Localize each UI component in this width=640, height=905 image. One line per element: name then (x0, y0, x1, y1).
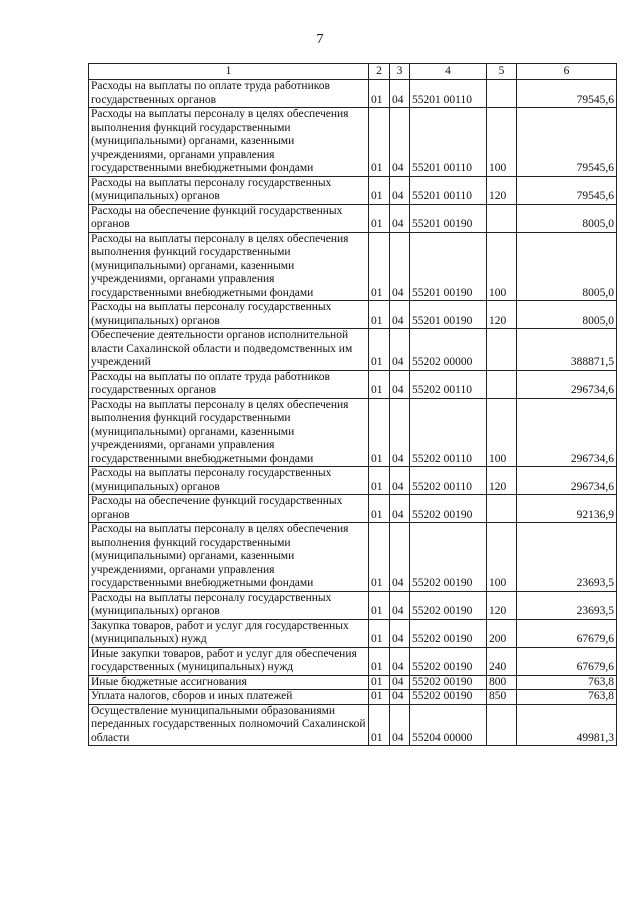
expense-type-cell: 120 (487, 591, 517, 619)
expense-type-cell (487, 329, 517, 371)
table-row (89, 232, 617, 301)
name-cell: Иные бюджетные ассигнования (89, 675, 369, 690)
amount-cell: 296734,6 (517, 398, 617, 467)
name-cell: Расходы на выплаты персоналу в целях обеспечения выполнения функций государственными (муниципальными) органами, казенными учреждениями, органами управления государственными внебюджетными фондами (89, 398, 369, 467)
subsection-code-cell: 04 (390, 690, 410, 705)
amount-cell: 763,8 (517, 690, 617, 705)
target-article-cell: 55202 00190 (410, 675, 487, 690)
target-article-cell: 55202 00190 (410, 591, 487, 619)
expense-type-cell: 200 (487, 619, 517, 647)
section-code-cell: 01 (369, 647, 390, 675)
table-row (89, 523, 617, 592)
section-code-cell: 01 (369, 495, 390, 523)
target-article-cell: 55201 00110 (410, 80, 487, 108)
header-cell: 1 (89, 64, 369, 80)
expense-type-cell (487, 495, 517, 523)
section-code-cell: 01 (369, 301, 390, 329)
table-row (89, 204, 617, 232)
table-row (89, 675, 617, 690)
table-row (89, 301, 617, 329)
section-code-cell: 01 (369, 176, 390, 204)
name-cell: Расходы на выплаты персоналу государственных (муниципальных) органов (89, 301, 369, 329)
section-code-cell: 01 (369, 108, 390, 177)
name-cell: Расходы на выплаты по оплате труда работников государственных органов (89, 370, 369, 398)
header-cell: 4 (410, 64, 487, 80)
amount-cell: 296734,6 (517, 370, 617, 398)
expense-type-cell: 240 (487, 647, 517, 675)
subsection-code-cell: 04 (390, 204, 410, 232)
subsection-code-cell: 04 (390, 232, 410, 301)
name-cell: Уплата налогов, сборов и иных платежей (89, 690, 369, 705)
section-code-cell: 01 (369, 619, 390, 647)
target-article-cell: 55204 00000 (410, 704, 487, 746)
amount-cell: 49981,3 (517, 704, 617, 746)
amount-cell: 67679,6 (517, 619, 617, 647)
table-row (89, 467, 617, 495)
amount-cell: 388871,5 (517, 329, 617, 371)
name-cell: Расходы на выплаты по оплате труда работников государственных органов (89, 80, 369, 108)
header-cell: 5 (487, 64, 517, 80)
name-cell: Расходы на обеспечение функций государственных органов (89, 495, 369, 523)
section-code-cell: 01 (369, 370, 390, 398)
header-cell: 2 (369, 64, 390, 80)
target-article-cell: 55201 00110 (410, 108, 487, 177)
subsection-code-cell: 04 (390, 619, 410, 647)
expense-type-cell: 100 (487, 232, 517, 301)
expense-type-cell (487, 370, 517, 398)
subsection-code-cell: 04 (390, 329, 410, 371)
section-code-cell: 01 (369, 675, 390, 690)
table-row (89, 619, 617, 647)
subsection-code-cell: 04 (390, 108, 410, 177)
expense-type-cell: 120 (487, 176, 517, 204)
section-code-cell: 01 (369, 329, 390, 371)
header-cell: 3 (390, 64, 410, 80)
expense-type-cell: 100 (487, 108, 517, 177)
header-row (89, 64, 617, 80)
amount-cell: 8005,0 (517, 232, 617, 301)
header-cell: 6 (517, 64, 617, 80)
subsection-code-cell: 04 (390, 370, 410, 398)
target-article-cell: 55202 00110 (410, 467, 487, 495)
table-row (89, 704, 617, 746)
target-article-cell: 55202 00190 (410, 647, 487, 675)
amount-cell: 79545,6 (517, 176, 617, 204)
table-row (89, 647, 617, 675)
page-number: 7 (316, 32, 324, 47)
amount-cell: 79545,6 (517, 108, 617, 177)
amount-cell: 8005,0 (517, 301, 617, 329)
table-row (89, 176, 617, 204)
target-article-cell: 55202 00000 (410, 329, 487, 371)
target-article-cell: 55201 00190 (410, 232, 487, 301)
subsection-code-cell: 04 (390, 647, 410, 675)
section-code-cell: 01 (369, 690, 390, 705)
section-code-cell: 01 (369, 80, 390, 108)
section-code-cell: 01 (369, 232, 390, 301)
section-code-cell: 01 (369, 398, 390, 467)
budget-table (88, 63, 617, 746)
target-article-cell: 55202 00110 (410, 398, 487, 467)
amount-cell: 296734,6 (517, 467, 617, 495)
subsection-code-cell: 04 (390, 176, 410, 204)
name-cell: Осуществление муниципальными образованиями переданных государственных полномочий Сахалинской области (89, 704, 369, 746)
expense-type-cell: 120 (487, 301, 517, 329)
amount-cell: 23693,5 (517, 591, 617, 619)
expense-type-cell (487, 80, 517, 108)
table-row (89, 495, 617, 523)
table-row (89, 108, 617, 177)
expense-type-cell: 850 (487, 690, 517, 705)
subsection-code-cell: 04 (390, 523, 410, 592)
name-cell: Расходы на обеспечение функций государственных органов (89, 204, 369, 232)
amount-cell: 8005,0 (517, 204, 617, 232)
target-article-cell: 55201 00190 (410, 204, 487, 232)
expense-type-cell: 120 (487, 467, 517, 495)
target-article-cell: 55202 00190 (410, 619, 487, 647)
name-cell: Расходы на выплаты персоналу государственных (муниципальных) органов (89, 176, 369, 204)
subsection-code-cell: 04 (390, 675, 410, 690)
subsection-code-cell: 04 (390, 398, 410, 467)
subsection-code-cell: 04 (390, 704, 410, 746)
name-cell: Обеспечение деятельности органов исполнительной власти Сахалинской области и подведомственных им учреждений (89, 329, 369, 371)
table-row (89, 370, 617, 398)
target-article-cell: 55201 00110 (410, 176, 487, 204)
target-article-cell: 55201 00190 (410, 301, 487, 329)
expense-type-cell: 800 (487, 675, 517, 690)
table-row (89, 329, 617, 371)
subsection-code-cell: 04 (390, 80, 410, 108)
name-cell: Иные закупки товаров, работ и услуг для обеспечения государственных (муниципальных) нужд (89, 647, 369, 675)
name-cell: Закупка товаров, работ и услуг для государственных (муниципальных) нужд (89, 619, 369, 647)
name-cell: Расходы на выплаты персоналу государственных (муниципальных) органов (89, 591, 369, 619)
target-article-cell: 55202 00110 (410, 370, 487, 398)
section-code-cell: 01 (369, 704, 390, 746)
table-row (89, 80, 617, 108)
section-code-cell: 01 (369, 204, 390, 232)
amount-cell: 92136,9 (517, 495, 617, 523)
subsection-code-cell: 04 (390, 591, 410, 619)
name-cell: Расходы на выплаты персоналу государственных (муниципальных) органов (89, 467, 369, 495)
section-code-cell: 01 (369, 591, 390, 619)
target-article-cell: 55202 00190 (410, 523, 487, 592)
target-article-cell: 55202 00190 (410, 495, 487, 523)
table-row (89, 398, 617, 467)
expense-type-cell (487, 204, 517, 232)
expense-type-cell (487, 704, 517, 746)
amount-cell: 79545,6 (517, 80, 617, 108)
expense-type-cell: 100 (487, 398, 517, 467)
amount-cell: 763,8 (517, 675, 617, 690)
name-cell: Расходы на выплаты персоналу в целях обеспечения выполнения функций государственными (муниципальными) органами, казенными учреждениями, органами управления государственными внебюджетными фондами (89, 232, 369, 301)
name-cell: Расходы на выплаты персоналу в целях обеспечения выполнения функций государственными (муниципальными) органами, казенными учреждениями, органами управления государственными внебюджетными фондами (89, 523, 369, 592)
section-code-cell: 01 (369, 467, 390, 495)
section-code-cell: 01 (369, 523, 390, 592)
amount-cell: 67679,6 (517, 647, 617, 675)
table-row (89, 690, 617, 705)
amount-cell: 23693,5 (517, 523, 617, 592)
subsection-code-cell: 04 (390, 301, 410, 329)
subsection-code-cell: 04 (390, 467, 410, 495)
expense-type-cell: 100 (487, 523, 517, 592)
name-cell: Расходы на выплаты персоналу в целях обеспечения выполнения функций государственными (муниципальными) органами, казенными учреждениями, органами управления государственными внебюджетными фондами (89, 108, 369, 177)
target-article-cell: 55202 00190 (410, 690, 487, 705)
table-row (89, 591, 617, 619)
subsection-code-cell: 04 (390, 495, 410, 523)
